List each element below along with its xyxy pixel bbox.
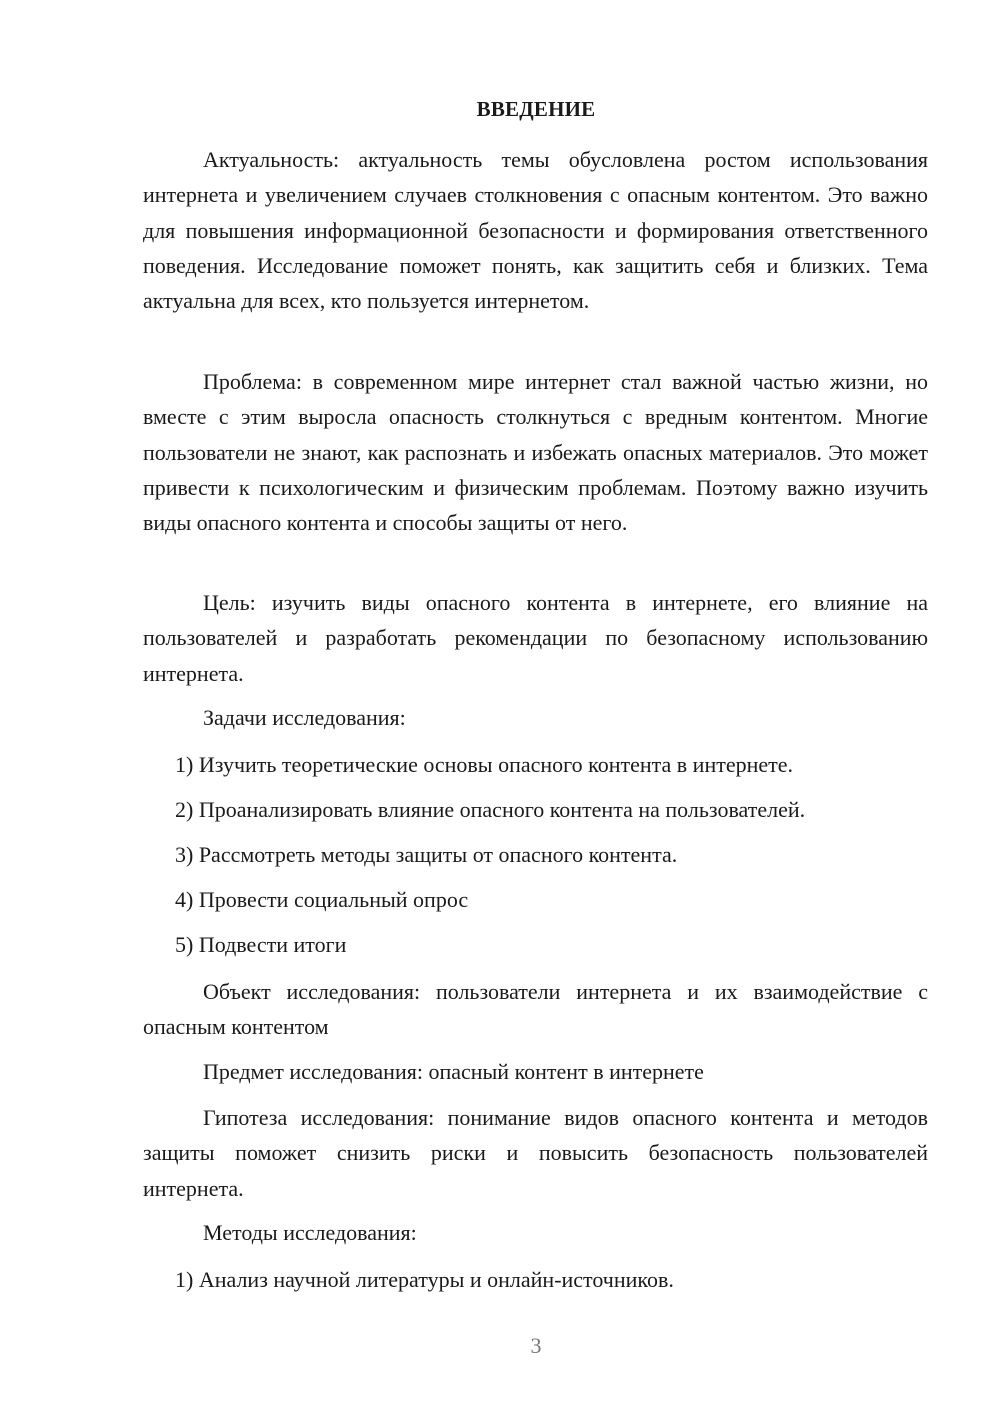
goal-paragraph: Цель: изучить виды опасного контента в интернете, его влияние на пользователей и разработать рекомендации по безопасному использованию интернета. (143, 590, 928, 686)
relevance-paragraph: Актуальность: актуальность темы обусловлена ростом использования интернета и увеличением случаев столкновения с опасным контентом. Это важно для повышения информационной безопасности и формирования ответственного поведения. Исследование поможет понять, как защитить себя и близких. Тема актуальна для всех, кто пользуется интернетом. (143, 147, 928, 314)
task-item: 3) Рассмотреть методы защиты от опасного контента. (175, 842, 678, 867)
section-title: ВВЕДЕНИЕ (476, 97, 596, 121)
task-item: 2) Проанализировать влияние опасного контента на пользователей. (175, 797, 806, 822)
method-item: 1) Анализ научной литературы и онлайн-источников. (175, 1267, 674, 1292)
object-paragraph: Объект исследования: пользователи интернета и их взаимодействие с опасным контентом (143, 979, 928, 1040)
methods-heading: Методы исследования: (203, 1220, 417, 1245)
problem-paragraph: Проблема: в современном мире интернет стал важной частью жизни, но вместе с этим выросла опасность столкнуться с вредным контентом. Многие пользователи не знают, как распознать и избежать опасных материалов. Это может привести к психологическим и физическим проблемам. Поэтому важно изучить виды опасного контента и способы защиты от него. (143, 369, 928, 536)
tasks-heading: Задачи исследования: (203, 705, 406, 730)
subject-paragraph: Предмет исследования: опасный контент в интернете (203, 1059, 704, 1084)
task-item: 1) Изучить теоретические основы опасного контента в интернете. (175, 752, 794, 777)
hypothesis-paragraph: Гипотеза исследования: понимание видов опасного контента и методов защиты поможет снизить риски и повысить безопасность пользователей интернета. (143, 1105, 928, 1201)
page-number: 3 (530, 1333, 542, 1358)
task-item: 4) Провести социальный опрос (175, 887, 469, 912)
task-item: 5) Подвести итоги (175, 932, 347, 957)
